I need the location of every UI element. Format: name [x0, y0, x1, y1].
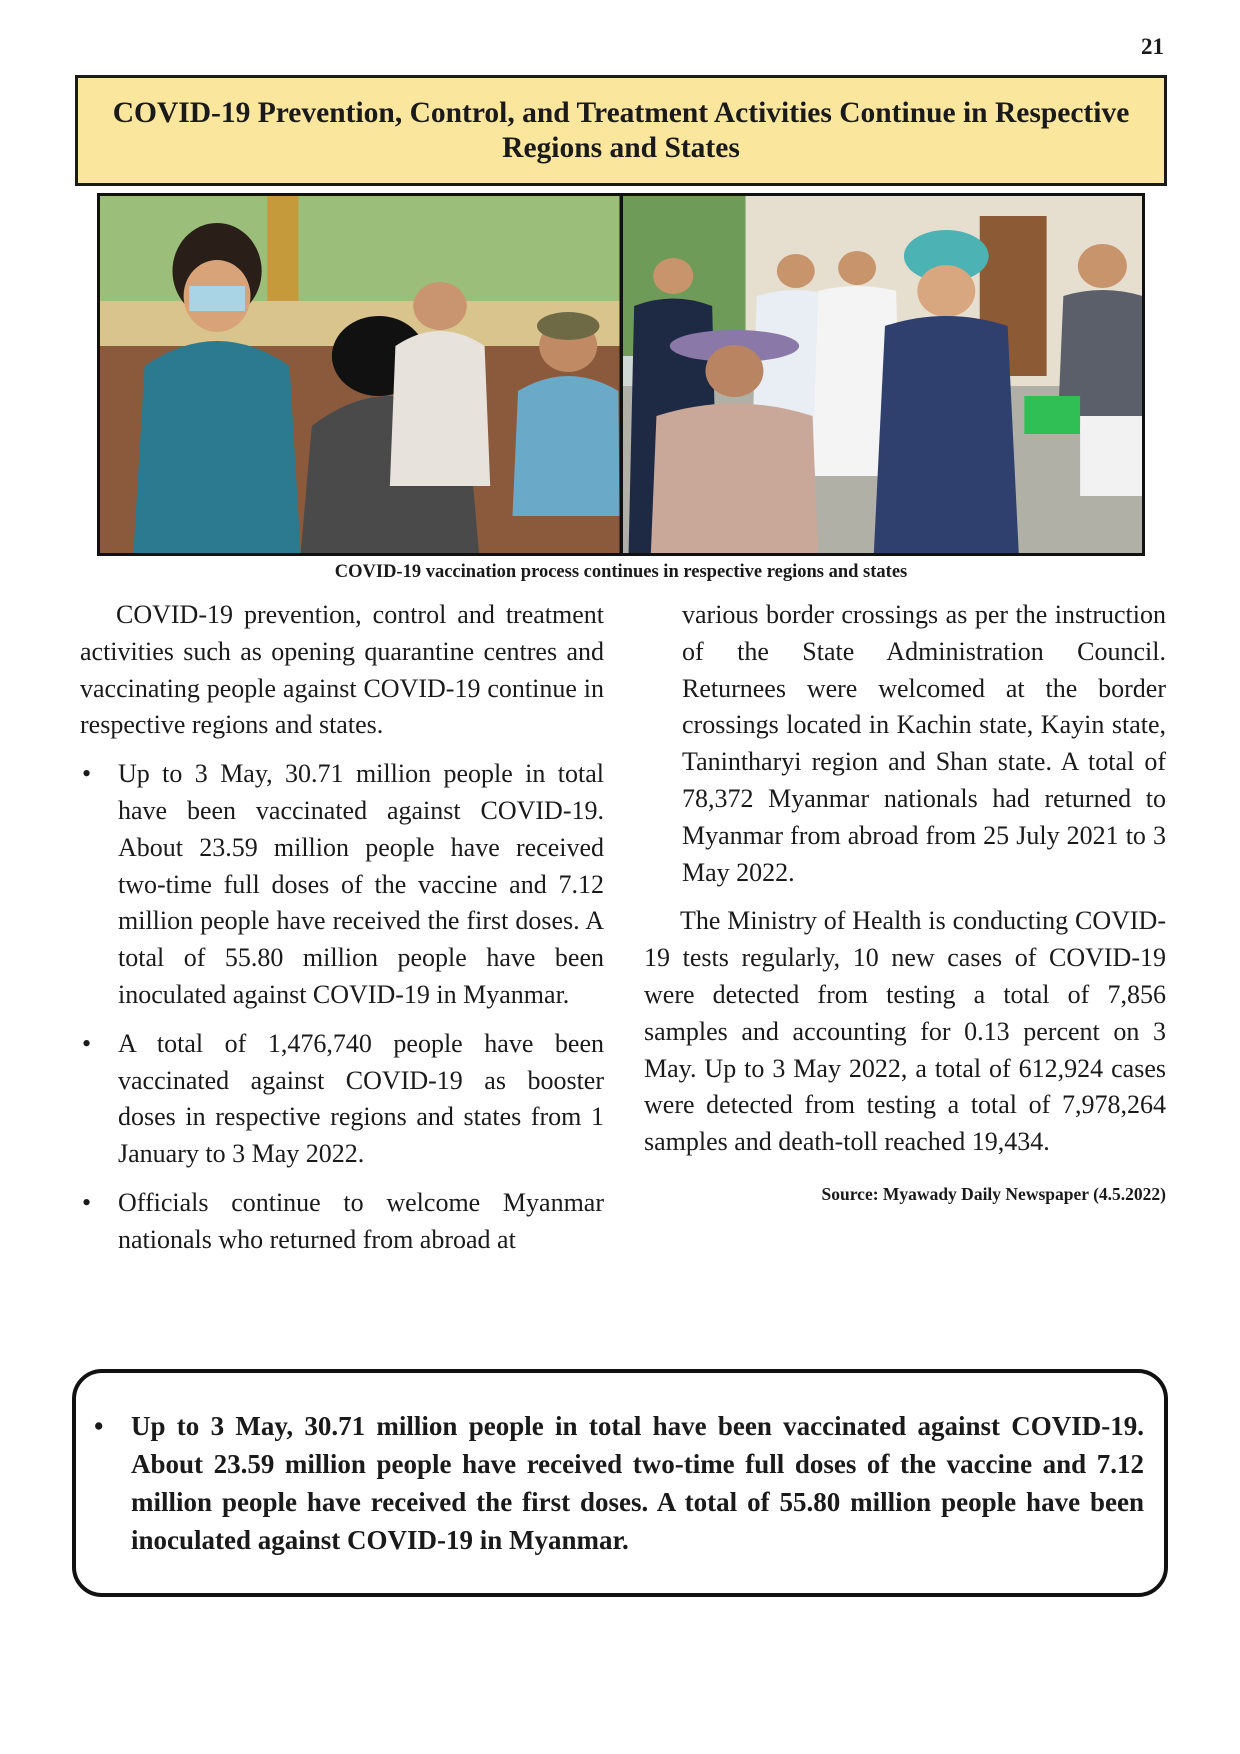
highlight-callout-box: [72, 1369, 1168, 1597]
photo-strip: [97, 193, 1145, 556]
vaccination-photo-left: [100, 196, 620, 553]
bullet-text: A total of 1,476,740 people have been vaccinated against COVID-19 as booster doses in respective regions and states from 1 January to 3 May 2022.: [118, 1028, 604, 1169]
page-number: 21: [1141, 34, 1164, 59]
bullet-text: Officials continue to welcome Myanmar nationals who returned from abroad at: [118, 1187, 604, 1254]
bullet-item: [80, 1026, 604, 1173]
article-column-left: [80, 597, 604, 1259]
article-title: COVID-19 Prevention, Control, and Treatment Activities Continue in Respective Regions and States: [112, 96, 1130, 164]
health-paragraph: The Ministry of Health is conducting COVID-19 tests regularly, 10 new cases of COVID-19 were detected from testing a total of 7,856 samples and accounting for 0.13 percent on 3 May. Up to 3 May 2022, a total of 612,924 cases were detected from testing a total of 7,978,264 samples and death-toll reached 19,434.: [644, 906, 1166, 1157]
bullet-marker: •: [82, 759, 92, 789]
article-title-banner: [75, 75, 1167, 186]
bullet-continuation: various border crossings as per the instruction of the State Administration Council. Returnees were welcomed at the border crossings located in Kachin state, Kayin state, Tanintharyi region and Shan state. A total of 78,372 Myanmar nationals had returned to Myanmar from abroad from 25 July 2021 to 3 May 2022.: [682, 600, 1166, 887]
callout-text: Up to 3 May, 30.71 million people in total have been vaccinated against COVID-19. About 23.59 million people have received two-time full doses of the vaccine and 7.12 million people have received the first doses. A total of 55.80 million people have been inoculated against COVID-19 in Myanmar.: [131, 1411, 1144, 1555]
bullet-marker: •: [94, 1411, 104, 1441]
intro-paragraph: COVID-19 prevention, control and treatment activities such as opening quarantine centres and vaccinating people against COVID-19 continue in respective regions and states.: [80, 600, 604, 740]
callout-bullet: [92, 1407, 1144, 1559]
photo-caption: COVID-19 vaccination process continues in respective regions and states: [334, 562, 908, 582]
bullet-item: [80, 1185, 604, 1259]
vaccination-photo-right: [623, 196, 1143, 553]
bullet-marker: •: [82, 1187, 92, 1217]
source-credit: Source: Myawady Daily Newspaper (4.5.2022): [821, 1183, 1166, 1204]
bullet-item: [80, 756, 604, 1014]
bullet-marker: •: [82, 1028, 92, 1058]
bullet-text: Up to 3 May, 30.71 million people in total have been vaccinated against COVID-19. About 23.59 million people have received two-time full doses of the vaccine and 7.12 million people have received the first doses. A total of 55.80 million people have been inoculated against COVID-19 in Myanmar.: [118, 759, 604, 1009]
article-column-right: [644, 597, 1166, 1205]
